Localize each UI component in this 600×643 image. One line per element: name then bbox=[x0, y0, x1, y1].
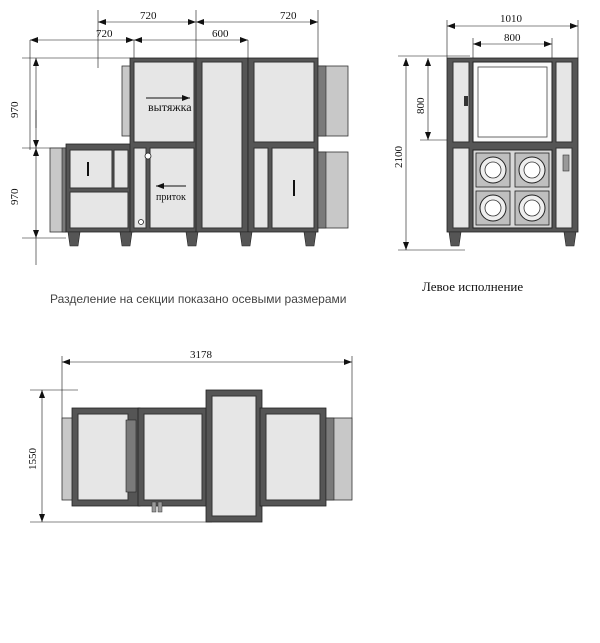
dim-970-lower: 970 bbox=[9, 188, 21, 205]
note-section-division: Разделение на секции показано осевыми размерами bbox=[50, 292, 347, 306]
dim-720-top-left: 720 bbox=[140, 10, 157, 22]
dim-3178: 3178 bbox=[190, 349, 212, 361]
caption-left-version: Левое исполнение bbox=[422, 279, 524, 294]
dim-600-middle: 600 bbox=[212, 28, 229, 40]
dim-1010: 1010 bbox=[500, 13, 522, 25]
dim-800-width: 800 bbox=[504, 32, 521, 44]
dim-720-top-right: 720 bbox=[280, 10, 297, 22]
dim-720-left: 720 bbox=[96, 28, 113, 40]
dim-1550: 1550 bbox=[27, 448, 39, 470]
top-view bbox=[27, 349, 352, 522]
dim-800-height: 800 bbox=[415, 97, 427, 114]
label-exhaust: вытяжка bbox=[148, 100, 192, 114]
dim-2100: 2100 bbox=[393, 146, 405, 168]
dim-970-upper: 970 bbox=[9, 101, 21, 118]
label-supply: приток bbox=[156, 192, 186, 203]
front-view bbox=[9, 10, 348, 265]
side-view bbox=[393, 13, 578, 294]
